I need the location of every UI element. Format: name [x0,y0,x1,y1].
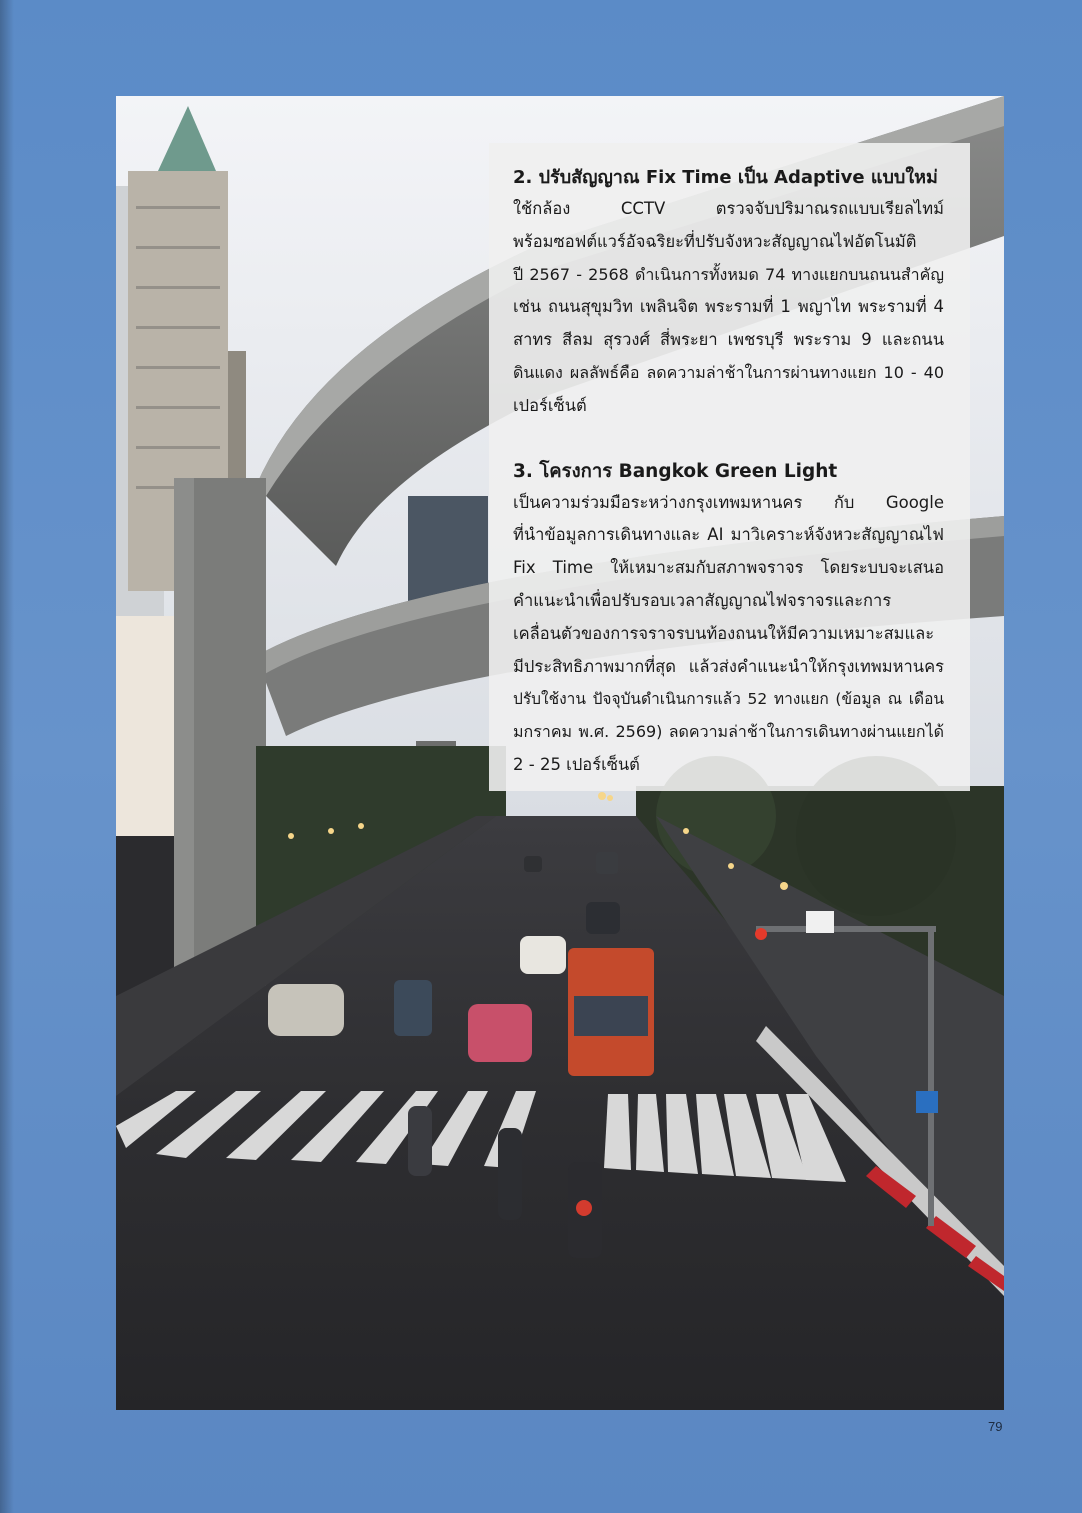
section-title-3: 3. โครงการ Bangkok Green Light [513,460,838,482]
section-2-line: เปอร์เซ็นต์ [513,395,587,415]
section-3-line: เคลื่อนตัวของการจราจรบนท้องถนนให้มีความเหมาะสมและ [513,623,935,643]
section-3-line: มกราคม พ.ศ. 2569) ลดความล่าช้าในการเดินทางผ่านแยกได้ [513,722,944,742]
section-2-line: พร้อมซอฟต์แวร์อัจฉริยะที่ปรับจังหวะสัญญาณไฟอัตโนมัติ [513,231,917,251]
section-2-line: ปี 2567 - 2568 ดำเนินการทั้งหมด 74 ทางแยกบนถนนสำคัญ [513,264,944,284]
section-3-line: ปรับใช้งาน ปัจจุบันดำเนินการแล้ว 52 ทางแยก (ข้อมูล ณ เดือน [513,690,944,709]
article-text-panel [489,143,970,791]
section-2-line: สาทร สีลม สุรวงศ์ สี่พระยา เพชรบุรี พระราม 9 และถนน [513,330,944,350]
section-3-line: Fix Time ให้เหมาะสมกับสภาพจราจร โดยระบบจะเสนอ [513,558,944,578]
section-title-2: 2. ปรับสัญญาณ Fix Time เป็น Adaptive แบบใหม่ [513,167,938,188]
section-2-line: เช่น ถนนสุขุมวิท เพลินจิต พระรามที่ 1 พญาไท พระรามที่ 4 [513,297,944,317]
section-3-line: ที่นำข้อมูลการเดินทางและ AI มาวิเคราะห์จังหวะสัญญาณไฟ [513,525,944,545]
section-body-2 [513,193,944,423]
section-2-line: ดินแดง ผลลัพธ์คือ ลดความล่าช้าในการผ่านทางแยก 10 - 40 [513,362,944,382]
page-edge-shadow [0,0,14,1513]
page-number: 79 [988,1419,1003,1434]
section-3-line: เป็นความร่วมมือระหว่างกรุงเทพมหานคร กับ Google [513,492,944,512]
section-3-line: มีประสิทธิภาพมากที่สุด แล้วส่งคำแนะนำให้กรุงเทพมหานคร [513,656,944,676]
section-3-line: 2 - 25 เปอร์เซ็นต์ [513,754,640,774]
section-body-3 [513,487,944,782]
section-2-line: ใช้กล้อง CCTV ตรวจจับปริมาณรถแบบเรียลไทม์ [513,199,944,218]
section-3-line: คำแนะนำเพื่อปรับรอบเวลาสัญญาณไฟจราจรและการ [513,590,892,610]
